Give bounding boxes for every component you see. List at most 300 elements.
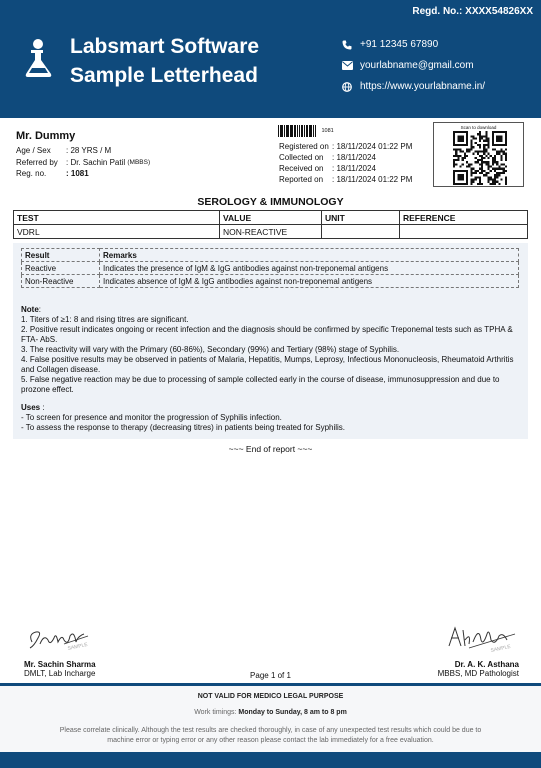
sample-stamp: SAMPLE: [67, 641, 89, 652]
qr-module: [494, 161, 496, 163]
col-remarks: Remarks: [100, 249, 519, 262]
qr-module: [505, 155, 507, 157]
qr-module: [483, 144, 485, 146]
qr-module: [475, 150, 477, 152]
qr-module: [498, 166, 500, 168]
sample-stamp: SAMPLE: [490, 643, 512, 654]
qr-module: [488, 153, 490, 155]
qr-module: [464, 153, 466, 155]
qr-module: [455, 148, 457, 150]
qr-module: [470, 163, 472, 165]
barcode-block: [278, 125, 334, 137]
qr-module: [479, 183, 481, 185]
qr-module: [477, 170, 479, 172]
qr-module: [475, 170, 477, 172]
qr-module: [470, 168, 472, 170]
qr-module: [481, 168, 483, 170]
qr-module: [481, 157, 483, 159]
note-heading: Note: [21, 305, 39, 314]
qr-module: [501, 150, 503, 152]
test-unit: [322, 225, 400, 239]
col-test: TEST: [14, 211, 220, 225]
table-row: [14, 225, 528, 239]
qr-module: [457, 155, 459, 157]
date-label: Reported on: [279, 175, 324, 184]
clinical-disclaimer: Please correlate clinically. Although the test results are checked thoroughly, in case of any unexpected test results which could be due to machine error or typing error or any other reason please contact the lab immediately for a free evaluation.: [59, 727, 482, 744]
qr-module: [485, 144, 487, 146]
qr-module: [483, 170, 485, 172]
qr-module: [477, 144, 479, 146]
note-line: 4. False positive results may be observed in patients of Malaria, Hepatitis, Mumps, Leprosy, Infectious Mononucleosis, Rheumatoid Arthritis and Collagen disease.: [21, 355, 514, 374]
remark-text: Indicates the presence of IgM & IgG antibodies against non-treponemal antigens: [100, 262, 519, 275]
signatory-title: MBBS, MD Pathologist: [437, 669, 519, 678]
qr-module: [494, 174, 496, 176]
qr-module: [470, 146, 472, 148]
qr-module: [496, 150, 498, 152]
qr-module: [457, 159, 459, 161]
qr-module: [494, 181, 496, 183]
department-title: SEROLOGY & IMMUNOLOGY: [197, 196, 344, 208]
phone-icon: [341, 39, 353, 51]
qr-module: [496, 135, 502, 141]
age-sex-label: Age / Sex: [16, 146, 51, 156]
qr-module: [505, 153, 507, 155]
qr-module: [470, 172, 472, 174]
reg-value: : 1081: [66, 169, 89, 179]
qr-module: [481, 172, 483, 174]
qr-module: [479, 150, 481, 152]
qr-module: [503, 168, 505, 170]
qr-module: [472, 146, 474, 148]
qr-module: [453, 155, 455, 157]
qr-module: [501, 172, 503, 174]
qr-module: [477, 176, 479, 178]
qr-module: [505, 179, 507, 181]
qr-module: [483, 157, 485, 159]
age-sex-row: [16, 145, 150, 157]
col-reference: REFERENCE: [400, 211, 528, 225]
qr-module: [505, 157, 507, 159]
date-label: Registered on: [279, 142, 329, 151]
lab-title: [70, 32, 300, 90]
qr-module: [496, 174, 498, 176]
phone-number: +91 12345 67890: [360, 39, 439, 50]
signature-block-right: [409, 620, 519, 678]
qr-module: [466, 150, 468, 152]
date-row: [279, 141, 412, 152]
qr-module: [492, 161, 494, 163]
qr-module: [479, 179, 481, 181]
qr-module: [466, 166, 468, 168]
signature-image: [409, 620, 519, 658]
page-number: Page 1 of 1: [250, 671, 291, 680]
signatory-name: Mr. Sachin Sharma: [24, 660, 96, 669]
qr-module: [494, 179, 496, 181]
qr-module: [459, 150, 461, 152]
lab-title-line2: Sample Letterhead: [70, 64, 258, 87]
email-address: yourlabname@gmail.com: [360, 60, 474, 71]
qr-module: [505, 183, 507, 185]
qr-module: [483, 174, 485, 176]
qr-module: [488, 137, 490, 139]
referred-value: : Dr. Sachin Patil: [66, 157, 126, 167]
qr-module: [492, 163, 494, 165]
qr-module: [479, 159, 481, 161]
qr-module: [472, 153, 474, 155]
referred-label: Referred by: [16, 157, 58, 167]
table-row: [22, 275, 519, 288]
col-value: VALUE: [220, 211, 322, 225]
qr-module: [483, 150, 485, 152]
col-unit: UNIT: [322, 211, 400, 225]
footer: [0, 686, 541, 752]
qr-module: [501, 157, 503, 159]
qr-module: [455, 159, 457, 161]
qr-module: [505, 148, 507, 150]
qr-module: [488, 161, 490, 163]
qr-module: [457, 135, 463, 141]
qr-module: [505, 181, 507, 183]
qr-module: [455, 155, 457, 157]
qr-module: [479, 172, 481, 174]
qr-module: [468, 166, 470, 168]
legal-disclaimer: NOT VALID FOR MEDICO LEGAL PURPOSE: [197, 693, 344, 700]
flask-logo-icon: [22, 38, 56, 78]
qr-module: [496, 168, 498, 170]
qr-module: [488, 144, 490, 146]
qr-module: [479, 146, 481, 148]
qr-module: [483, 161, 485, 163]
qr-module: [501, 148, 503, 150]
qr-module: [485, 172, 487, 174]
qr-module: [472, 181, 474, 183]
test-value: NON-REACTIVE: [220, 225, 322, 239]
qr-module: [494, 148, 496, 150]
qr-module: [490, 166, 492, 168]
qr-module: [488, 166, 490, 168]
date-value: : 18/11/2024 01:22 PM: [332, 175, 413, 184]
qr-module: [488, 181, 490, 183]
uses-heading: Uses: [21, 403, 41, 412]
qr-module: [488, 163, 490, 165]
email-row: [341, 55, 485, 76]
qr-module: [468, 148, 470, 150]
reg-label: Reg. no.: [16, 169, 47, 179]
qr-module: [475, 179, 477, 181]
qr-module: [488, 172, 490, 174]
end-of-report: ~~~ End of report ~~~: [228, 444, 313, 454]
qr-module: [498, 150, 500, 152]
qr-module: [496, 153, 498, 155]
timings-value: Monday to Sunday, 8 am to 8 pm: [238, 709, 347, 716]
qr-module: [501, 168, 503, 170]
qr-module: [481, 170, 483, 172]
qr-module: [490, 179, 492, 181]
phone-row: [341, 34, 485, 55]
qr-module: [490, 155, 492, 157]
qr-module: [503, 150, 505, 152]
qr-module: [496, 176, 498, 178]
qr-module: [505, 166, 507, 168]
qr-module: [479, 144, 481, 146]
qr-module: [472, 135, 474, 137]
date-value: : 18/11/2024: [332, 164, 376, 173]
qr-module: [483, 153, 485, 155]
qr-module: [485, 137, 487, 139]
qr-module: [459, 155, 461, 157]
qr-module: [462, 150, 464, 152]
results-table: [13, 210, 528, 239]
note-line: 5. False negative reaction may be due to processing of sample collected early in the course of disease, immunosuppression and due to prozone effect.: [21, 375, 500, 394]
qr-module: [483, 148, 485, 150]
qr-module: [498, 153, 500, 155]
qr-module: [477, 161, 479, 163]
qr-module: [483, 140, 485, 142]
qr-module: [479, 168, 481, 170]
qr-module: [453, 159, 455, 161]
qr-module: [453, 148, 455, 150]
qr-module: [468, 163, 470, 165]
qr-module: [470, 183, 472, 185]
qr-module: [479, 133, 481, 135]
results-header-row: [14, 211, 528, 225]
qr-module: [490, 183, 492, 185]
qr-module: [479, 131, 481, 133]
timings-label: Work timings:: [194, 709, 237, 716]
qr-module: [459, 166, 461, 168]
qr-module: [470, 140, 472, 142]
qr-module: [470, 174, 472, 176]
patient-info: [16, 130, 150, 180]
qr-module: [472, 137, 474, 139]
uses-line: - To assess the response to therapy (decreasing titres) in patients being treated for Syphilis.: [21, 423, 346, 432]
qr-module: [492, 181, 494, 183]
qr-module: [503, 172, 505, 174]
date-row: [279, 152, 412, 163]
qr-module: [492, 157, 494, 159]
qr-module: [468, 150, 470, 152]
letterhead-header: [0, 0, 541, 118]
referred-qualification: (MBBS): [127, 158, 151, 166]
qr-module: [492, 168, 494, 170]
registration-number: Regd. No.: XXXX54826XX: [412, 6, 533, 17]
qr-module: [477, 153, 479, 155]
qr-module: [481, 159, 483, 161]
qr-module: [459, 148, 461, 150]
qr-module: [481, 150, 483, 152]
website-url: https://www.yourlabname.in/: [360, 81, 486, 92]
qr-module: [479, 181, 481, 183]
qr-module: [455, 150, 457, 152]
qr-module: [488, 146, 490, 148]
signatory-title: DMLT, Lab Incharge: [24, 669, 96, 678]
qr-module: [485, 150, 487, 152]
test-reference: [400, 225, 528, 239]
qr-module: [483, 135, 485, 137]
qr-module: [488, 179, 490, 181]
qr-module: [464, 157, 466, 159]
footer-bar: [0, 752, 541, 768]
qr-module: [475, 137, 477, 139]
qr-module: [462, 163, 464, 165]
qr-module: [501, 159, 503, 161]
qr-module: [488, 142, 490, 144]
note-line: 2. Positive result indicates ongoing or recent infection and the diagnosis should be confirmed by specific Treponemal tests such as TPHA & FTA- AbS.: [21, 325, 513, 344]
qr-module: [488, 140, 490, 142]
qr-module: [477, 159, 479, 161]
qr-module: [475, 172, 477, 174]
qr-module: [485, 148, 487, 150]
date-row: [279, 174, 412, 185]
qr-module: [481, 163, 483, 165]
qr-module: [462, 157, 464, 159]
qr-module: [503, 163, 505, 165]
qr-module: [496, 161, 498, 163]
qr-code[interactable]: [453, 131, 507, 185]
qr-module: [475, 176, 477, 178]
qr-module: [470, 144, 472, 146]
qr-module: [494, 170, 496, 172]
qr-module: [470, 142, 472, 144]
referred-row: [16, 157, 150, 169]
date-row: [279, 163, 412, 174]
qr-module: [477, 183, 479, 185]
qr-module: [485, 163, 487, 165]
notes-section: Note: 1. Titers of ≥1: 8 and rising titres are significant. 2. Positive result indicates ongoing or recent infection and the diagnosis should be confirmed by specific Treponemal tests such as TPHA & FTA- AbS. 3. The reactivity will vary with the Primary (60-86%), Secondary (99%) and Tertiary (98%) stage of Syphilis. 4. False positive results may be observed in patients of Malaria, Hepatitis, Mumps, Leprosy, Infectious Mononucleosis, Rheumatoid Arthritis and Collagen disease. 5. False negative reaction may be due to processing of sample collected early in the course of disease, immunosuppression and due to prozone effect.: [21, 305, 521, 395]
qr-module: [481, 183, 483, 185]
qr-module: [485, 135, 487, 137]
qr-module: [466, 148, 468, 150]
qr-module: [505, 176, 507, 178]
date-label: Collected on: [279, 153, 324, 162]
note-line: 3. The reactivity will vary with the Primary (60-86%), Secondary (99%) and Tertiary (98%) stage of Syphilis.: [21, 345, 400, 354]
qr-module: [488, 157, 490, 159]
qr-module: [470, 148, 472, 150]
test-name: VDRL: [14, 225, 220, 239]
qr-module: [479, 163, 481, 165]
qr-module: [498, 168, 500, 170]
qr-module: [498, 183, 500, 185]
qr-module: [494, 168, 496, 170]
lab-title-line1: Labsmart Software: [70, 35, 260, 58]
sample-dates: [279, 141, 412, 185]
qr-module: [453, 163, 455, 165]
uses-section: Uses : - To screen for presence and monitor the progression of Syphilis infection. - To assess the response to therapy (decreasing titres) in patients being treated for Syphilis.: [21, 403, 521, 433]
qr-module: [479, 176, 481, 178]
qr-module: [494, 155, 496, 157]
uses-line: - To screen for presence and monitor the progression of Syphilis infection.: [21, 413, 282, 422]
qr-module: [494, 176, 496, 178]
signature-image: [24, 620, 134, 658]
qr-module: [479, 155, 481, 157]
qr-caption: Scan to download: [460, 125, 497, 130]
qr-module: [505, 159, 507, 161]
qr-code-box: [433, 122, 524, 187]
qr-module: [485, 133, 487, 135]
qr-module: [472, 168, 474, 170]
patient-name: Mr. Dummy: [16, 130, 76, 142]
date-label: Received on: [279, 164, 324, 173]
qr-module: [494, 157, 496, 159]
qr-module: [503, 153, 505, 155]
date-value: : 18/11/2024: [332, 153, 376, 162]
remarks-header-row: [22, 249, 519, 262]
barcode-number: 1081: [321, 128, 334, 134]
qr-module: [494, 183, 496, 185]
signature-block-left: [24, 620, 134, 678]
qr-module: [505, 170, 507, 172]
qr-module: [453, 161, 455, 163]
qr-module: [498, 172, 500, 174]
qr-module: [472, 172, 474, 174]
reg-row: [16, 168, 150, 180]
qr-module: [472, 179, 474, 181]
globe-icon: [341, 81, 353, 93]
qr-module: [485, 174, 487, 176]
qr-module: [490, 176, 492, 178]
qr-module: [485, 131, 487, 133]
qr-module: [485, 140, 487, 142]
qr-module: [470, 179, 472, 181]
table-row: [22, 262, 519, 275]
remark-result: Reactive: [22, 262, 100, 275]
qr-module: [479, 140, 481, 142]
qr-module: [475, 157, 477, 159]
qr-module: [501, 155, 503, 157]
qr-module: [479, 135, 481, 137]
qr-module: [496, 172, 498, 174]
qr-module: [501, 179, 503, 181]
remarks-table: [21, 248, 519, 288]
qr-module: [488, 176, 490, 178]
qr-module: [457, 157, 459, 159]
qr-module: [466, 161, 468, 163]
qr-module: [492, 148, 494, 150]
qr-module: [481, 166, 483, 168]
qr-module: [485, 155, 487, 157]
qr-module: [470, 135, 472, 137]
qr-module: [481, 137, 483, 139]
qr-module: [490, 170, 492, 172]
qr-module: [464, 155, 466, 157]
qr-module: [455, 153, 457, 155]
qr-module: [496, 181, 498, 183]
qr-module: [477, 133, 479, 135]
qr-module: [494, 159, 496, 161]
qr-module: [470, 170, 472, 172]
col-result: Result: [22, 249, 100, 262]
qr-module: [453, 166, 455, 168]
interpretation-panel: [13, 243, 528, 439]
qr-module: [481, 135, 483, 137]
signatory-name: Dr. A. K. Asthana: [454, 660, 519, 669]
qr-module: [479, 137, 481, 139]
qr-module: [462, 159, 464, 161]
work-timings: [0, 709, 541, 716]
barcode: [278, 125, 317, 137]
qr-module: [470, 181, 472, 183]
qr-module: [496, 163, 498, 165]
qr-module: [457, 174, 463, 180]
qr-module: [492, 183, 494, 185]
contact-block: [341, 34, 485, 97]
qr-module: [481, 155, 483, 157]
qr-module: [481, 161, 483, 163]
note-line: 1. Titers of ≥1: 8 and rising titres are significant.: [21, 315, 189, 324]
qr-module: [475, 161, 477, 163]
qr-module: [501, 163, 503, 165]
qr-module: [455, 163, 457, 165]
